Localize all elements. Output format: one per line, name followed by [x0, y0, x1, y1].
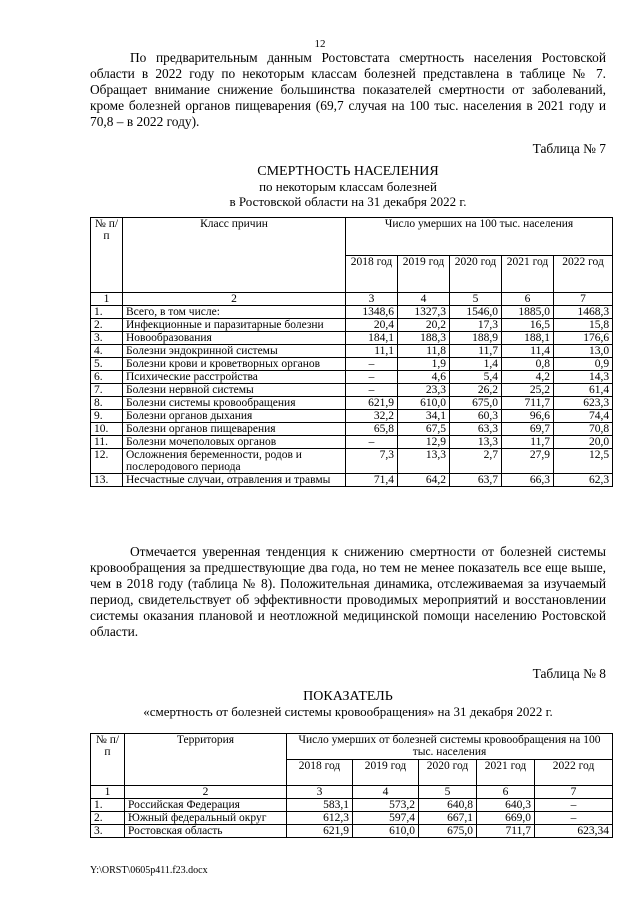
row-value: 13,3: [450, 436, 502, 449]
t8-year: 2019 год: [353, 760, 419, 786]
row-number: 9.: [91, 410, 123, 423]
t7-colnum: 7: [554, 293, 613, 306]
table-row: [91, 410, 613, 423]
t7-year: 2018 год: [346, 256, 398, 293]
row-value: 71,4: [346, 474, 398, 487]
row-value: 1885,0: [502, 306, 554, 319]
row-number: 5.: [91, 358, 123, 371]
row-name: Болезни органов пищеварения: [123, 423, 346, 436]
row-value: 669,0: [477, 812, 535, 825]
table7-title-block: [90, 164, 606, 209]
row-value: 60,3: [450, 410, 502, 423]
t7-year: 2020 год: [450, 256, 502, 293]
table-row: [91, 436, 613, 449]
t7-year: 2022 год: [554, 256, 613, 293]
row-name: Инфекционные и паразитарные болезни: [123, 319, 346, 332]
row-value: 621,9: [287, 825, 353, 838]
row-value: 1348,6: [346, 306, 398, 319]
table8-title-block: [90, 689, 606, 719]
row-name: Осложнения беременности, родов и послеродового периода: [123, 449, 346, 474]
table-row: [91, 449, 613, 474]
table-row: [91, 423, 613, 436]
row-value: 1,9: [398, 358, 450, 371]
row-value: 64,2: [398, 474, 450, 487]
row-value: 184,1: [346, 332, 398, 345]
table-row: [91, 319, 613, 332]
row-value: 188,9: [450, 332, 502, 345]
table-row: [91, 397, 613, 410]
row-number: 1.: [91, 799, 125, 812]
table-row: [91, 825, 613, 838]
t8-header-num: № п/п: [91, 734, 125, 786]
row-value: 675,0: [450, 397, 502, 410]
row-name: Болезни органов дыхания: [123, 410, 346, 423]
table-row: [91, 812, 613, 825]
t8-colnum: 4: [353, 786, 419, 799]
row-value: –: [346, 358, 398, 371]
row-value: 623,34: [535, 825, 613, 838]
t7-year: 2019 год: [398, 256, 450, 293]
row-value: 1546,0: [450, 306, 502, 319]
table-row: [91, 306, 613, 319]
row-value: 583,1: [287, 799, 353, 812]
t7-year: 2021 год: [502, 256, 554, 293]
table-row: [91, 799, 613, 812]
t8-header-value: Число умерших от болезней системы кровообращения на 100 тыс. населения: [287, 734, 613, 760]
row-name: Болезни крови и кроветворных органов: [123, 358, 346, 371]
table-row: [91, 345, 613, 358]
row-value: 667,1: [419, 812, 477, 825]
table8-title: ПОКАЗАТЕЛЬ: [303, 689, 393, 704]
row-value: 597,4: [353, 812, 419, 825]
t7-colnum: 4: [398, 293, 450, 306]
table8-subtitle: «смертность от болезней системы кровообращения» на 31 декабря 2022 г.: [143, 704, 553, 719]
row-value: 27,9: [502, 449, 554, 474]
row-value: 11,4: [502, 345, 554, 358]
row-value: 5,4: [450, 371, 502, 384]
row-value: 675,0: [419, 825, 477, 838]
row-value: 13,3: [398, 449, 450, 474]
row-value: 1468,3: [554, 306, 613, 319]
row-value: 20,0: [554, 436, 613, 449]
t8-year: 2020 год: [419, 760, 477, 786]
row-value: –: [535, 799, 613, 812]
cardio-mortality-table: [90, 733, 613, 838]
t7-colnum: 5: [450, 293, 502, 306]
row-value: 20,2: [398, 319, 450, 332]
row-value: –: [346, 371, 398, 384]
analysis-paragraph: Отмечается уверенная тенденция к снижению смертности от болезней системы кровообращения за предшествующие два года, но тем не менее показатель все еще выше, чем в 2018 году (таблица № 8). Положительная динамика, отслеживаемая за изучаемый период, свидетельствует об эффективности проводимых мероприятий и восстановлении системы оказания плановой и неотложной медицинской помощи населению Ростовской области.: [90, 544, 606, 639]
table7-label: Таблица № 7: [532, 141, 606, 156]
table-row: [91, 384, 613, 397]
row-value: 17,3: [450, 319, 502, 332]
row-value: 188,1: [502, 332, 554, 345]
row-value: 16,5: [502, 319, 554, 332]
table7-subtitle-1: по некоторым классам болезней: [259, 179, 437, 194]
row-value: 640,3: [477, 799, 535, 812]
row-number: 13.: [91, 474, 123, 487]
table-row: [91, 332, 613, 345]
t8-colnum: 7: [535, 786, 613, 799]
intro-paragraph: По предварительным данным Ростовстата смертность населения Ростовской области в 2022 году по некоторым классам болезней представлена в таблице № 7. Обращает внимание снижение большинства показателей смертности от заболеваний, кроме болезней органов пищеварения (69,7 случая на 100 тыс. населения в 2021 году и 70,8 – в 2022 году).: [90, 50, 606, 129]
table7-subtitle-2: в Ростовской области на 31 декабря 2022 г.: [229, 194, 467, 209]
row-name: Болезни эндокринной системы: [123, 345, 346, 358]
page-number: 12: [314, 38, 326, 50]
row-name: Всего, в том числе:: [123, 306, 346, 319]
t8-year: 2021 год: [477, 760, 535, 786]
row-number: 3.: [91, 825, 125, 838]
t7-colnum: 1: [91, 293, 123, 306]
row-number: 8.: [91, 397, 123, 410]
mortality-table: [90, 217, 613, 487]
row-value: –: [535, 812, 613, 825]
row-value: 1,4: [450, 358, 502, 371]
t8-year: 2022 год: [535, 760, 613, 786]
t7-colnum: 6: [502, 293, 554, 306]
row-value: 13,0: [554, 345, 613, 358]
row-value: 176,6: [554, 332, 613, 345]
row-number: 10.: [91, 423, 123, 436]
row-value: 12,5: [554, 449, 613, 474]
row-number: 12.: [91, 449, 123, 474]
t7-header-value: Число умерших на 100 тыс. населения: [346, 218, 613, 256]
row-name: Несчастные случаи, отравления и травмы: [123, 474, 346, 487]
row-value: 0,8: [502, 358, 554, 371]
row-value: 11,8: [398, 345, 450, 358]
t7-colnum: 2: [123, 293, 346, 306]
row-name: Болезни мочеполовых органов: [123, 436, 346, 449]
row-value: 0,9: [554, 358, 613, 371]
row-number: 1.: [91, 306, 123, 319]
row-value: 711,7: [502, 397, 554, 410]
row-value: 612,3: [287, 812, 353, 825]
t7-header-num: № п/п: [91, 218, 123, 293]
row-value: 74,4: [554, 410, 613, 423]
row-value: 32,2: [346, 410, 398, 423]
row-value: 67,5: [398, 423, 450, 436]
table-row: [91, 474, 613, 487]
row-value: 69,7: [502, 423, 554, 436]
row-number: 7.: [91, 384, 123, 397]
row-value: 11,1: [346, 345, 398, 358]
t8-colnum: 1: [91, 786, 125, 799]
row-value: 70,8: [554, 423, 613, 436]
row-value: 4,6: [398, 371, 450, 384]
row-value: 623,3: [554, 397, 613, 410]
row-number: 11.: [91, 436, 123, 449]
row-number: 6.: [91, 371, 123, 384]
t8-year: 2018 год: [287, 760, 353, 786]
row-value: 15,8: [554, 319, 613, 332]
row-value: 26,2: [450, 384, 502, 397]
row-value: 61,4: [554, 384, 613, 397]
row-value: 2,7: [450, 449, 502, 474]
row-value: 62,3: [554, 474, 613, 487]
row-value: –: [346, 384, 398, 397]
row-name: Болезни нервной системы: [123, 384, 346, 397]
row-value: 573,2: [353, 799, 419, 812]
row-value: 11,7: [450, 345, 502, 358]
row-value: 610,0: [353, 825, 419, 838]
t8-colnum: 2: [125, 786, 287, 799]
row-value: 711,7: [477, 825, 535, 838]
row-value: 610,0: [398, 397, 450, 410]
row-number: 4.: [91, 345, 123, 358]
row-number: 2.: [91, 319, 123, 332]
t7-colnum: 3: [346, 293, 398, 306]
table7-title: СМЕРТНОСТЬ НАСЕЛЕНИЯ: [257, 164, 439, 179]
file-path-footer: Y:\ORST\0605p411.f23.docx: [90, 865, 208, 876]
row-value: 621,9: [346, 397, 398, 410]
row-value: 4,2: [502, 371, 554, 384]
t8-colnum: 6: [477, 786, 535, 799]
t8-colnum: 5: [419, 786, 477, 799]
row-value: –: [346, 436, 398, 449]
row-value: 12,9: [398, 436, 450, 449]
row-value: 7,3: [346, 449, 398, 474]
row-value: 1327,3: [398, 306, 450, 319]
row-value: 25,2: [502, 384, 554, 397]
table8-label: Таблица № 8: [532, 666, 606, 681]
table-row: [91, 371, 613, 384]
row-value: 63,3: [450, 423, 502, 436]
row-name: Психические расстройства: [123, 371, 346, 384]
t8-colnum: 3: [287, 786, 353, 799]
row-value: 63,7: [450, 474, 502, 487]
row-name: Болезни системы кровообращения: [123, 397, 346, 410]
row-value: 66,3: [502, 474, 554, 487]
row-name: Ростовская область: [125, 825, 287, 838]
row-value: 188,3: [398, 332, 450, 345]
row-value: 34,1: [398, 410, 450, 423]
row-value: 20,4: [346, 319, 398, 332]
row-value: 640,8: [419, 799, 477, 812]
row-value: 96,6: [502, 410, 554, 423]
row-value: 11,7: [502, 436, 554, 449]
row-number: 2.: [91, 812, 125, 825]
row-name: Новообразования: [123, 332, 346, 345]
row-value: 14,3: [554, 371, 613, 384]
table-row: [91, 358, 613, 371]
t7-header-class: Класс причин: [123, 218, 346, 293]
row-name: Российская Федерация: [125, 799, 287, 812]
t8-header-territory: Территория: [125, 734, 287, 786]
row-number: 3.: [91, 332, 123, 345]
row-name: Южный федеральный округ: [125, 812, 287, 825]
row-value: 65,8: [346, 423, 398, 436]
row-value: 23,3: [398, 384, 450, 397]
